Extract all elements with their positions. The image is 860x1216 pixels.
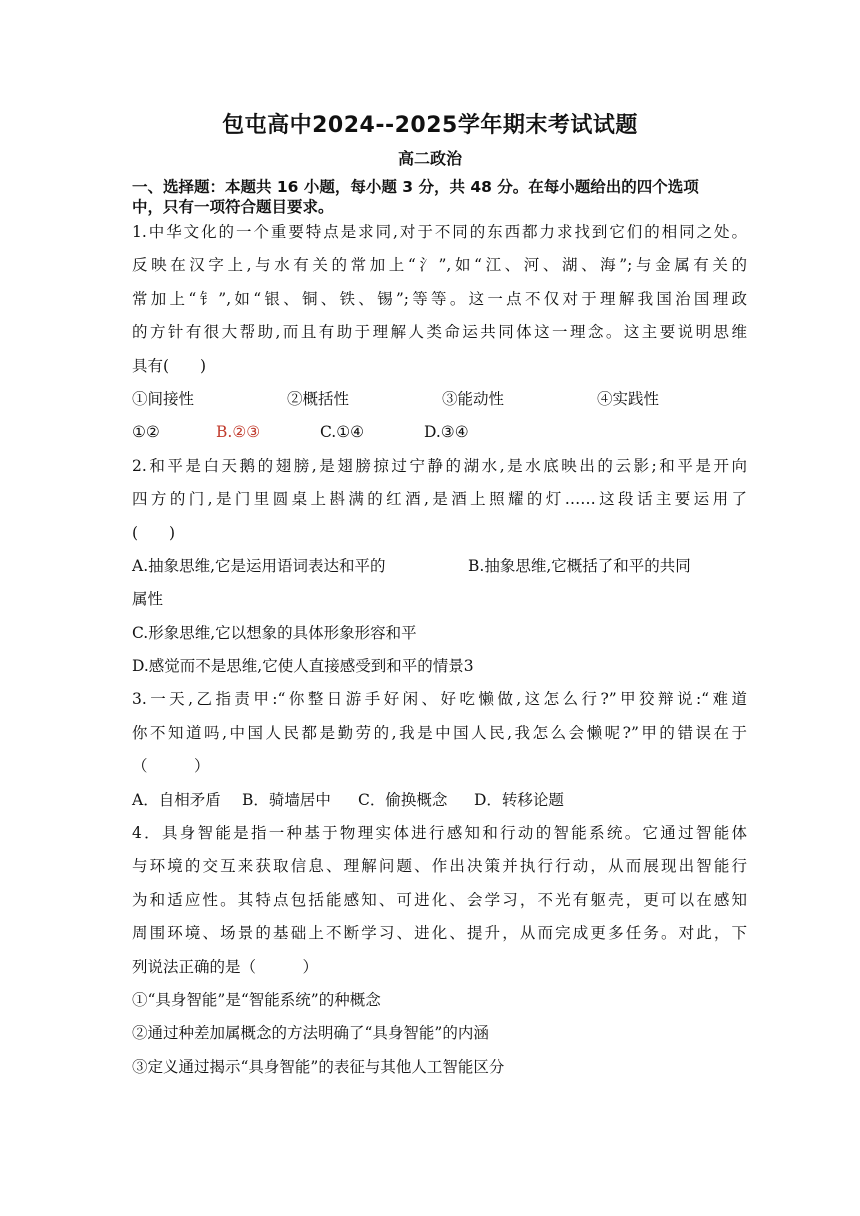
answer-option-b: B．骑墙居中 — [242, 790, 331, 809]
answer-option-b: B.抽象思维,它概括了和平的共同 — [468, 556, 691, 575]
answer-option-a: A．自相矛盾 — [132, 790, 221, 809]
question-text-line: 为和适应性。其特点包括能感知、可进化、会学习，不光有躯壳，更可以在感知 — [132, 890, 747, 909]
exam-subtitle: 高二政治 — [397, 149, 462, 168]
question-text-line: 1.中华文化的一个重要特点是求同,对于不同的东西都力求找到它们的相同之处。 — [132, 223, 747, 241]
question-text-line: 的方针有很大帮助,而且有助于理解人类命运共同体这一理念。这主要说明思维 — [132, 323, 747, 342]
answer-option-a: ①② — [132, 423, 160, 442]
answer-options — [132, 556, 747, 589]
question-text-line: 四方的门,是门里圆桌上斟满的红酒,是酒上照耀的灯……这段话主要运用了 — [132, 490, 747, 509]
section-heading-line: 中，只有一项符合题目要求。 — [132, 198, 334, 216]
answer-option-d: D.感觉而不是思维,它使人直接感受到和平的情景3 — [132, 657, 474, 676]
question-text-line: 周围环境、场景的基础上不断学习、进化、提升，从而完成更多任务。对此，下 — [132, 924, 747, 943]
section-heading-line: 一、选择题：本题共 16 小题，每小题 3 分，共 48 分。在每小题给出的四个选项 — [132, 178, 699, 196]
statement-item: ①“具身智能”是“智能系统”的种概念 — [132, 990, 381, 1009]
answer-option-d: D．转移论题 — [474, 790, 564, 809]
statement-item: ②概括性 — [287, 389, 350, 408]
question-text-line: 2.和平是白天鹅的翅膀,是翅膀掠过宁静的湖水,是水底映出的云影;和平是开向 — [132, 456, 747, 475]
answer-option-c: C.形象思维,它以想象的具体形象形容和平 — [132, 623, 417, 642]
answer-options — [132, 790, 747, 823]
question-text-line: 3.一天,乙指责甲:“你整日游手好闲、好吃懒做,这怎么行?”甲狡辩说:“难道 — [132, 690, 747, 709]
statement-item: ③能动性 — [442, 389, 505, 408]
statement-item: ④实践性 — [597, 389, 660, 408]
answer-option-b: B.②③ — [216, 423, 261, 442]
question-text-line: 你不知道吗,中国人民都是勤劳的,我是中国人民,我怎么会懒呢?”甲的错误在于 — [132, 723, 747, 742]
answer-options — [132, 422, 747, 455]
statement-item: ③定义通过揭示“具身智能”的表征与其他人工智能区分 — [132, 1057, 505, 1076]
answer-option-d: D.③④ — [424, 423, 469, 442]
section-heading — [132, 177, 752, 217]
statement-item: ①间接性 — [132, 389, 195, 408]
answer-option-a: A.抽象思维,它是运用语词表达和平的 — [132, 556, 386, 575]
question-text-line: 列说法正确的是（ ） — [132, 957, 319, 976]
question-text-line: 4．具身智能是指一种基于物理实体进行感知和行动的智能系统。它通过智能体 — [132, 824, 747, 843]
answer-option-b-continued: 属性 — [132, 590, 164, 609]
statement-item: ②通过种差加属概念的方法明确了“具身智能”的内涵 — [132, 1024, 489, 1043]
question-text-line: 与环境的交互来获取信息、理解问题、作出决策并执行行动，从而展现出智能行 — [132, 857, 747, 876]
answer-option-c: C.①④ — [320, 423, 365, 442]
question-text-line: （ ） — [132, 757, 210, 776]
answer-option-c: C．偷换概念 — [358, 790, 448, 809]
question-text-line: ( ) — [132, 523, 176, 542]
question-1 — [132, 222, 747, 456]
question-text-line: 常加上“钅”,如“银、铜、铁、锡”;等等。这一点不仅对于理解我国治国理政 — [132, 289, 747, 308]
question-text-line: 反映在汉字上,与水有关的常加上“氵”,如“江、河、湖、海”;与金属有关的 — [132, 256, 747, 275]
questions — [132, 222, 747, 1090]
question-2 — [132, 456, 747, 690]
question-text-line: 具有( ) — [132, 356, 207, 375]
exam-title: 包屯高中2024--2025学年期末考试试题 — [222, 113, 638, 138]
question-4 — [132, 823, 747, 1090]
statement-items — [132, 389, 747, 422]
question-3 — [132, 689, 747, 823]
